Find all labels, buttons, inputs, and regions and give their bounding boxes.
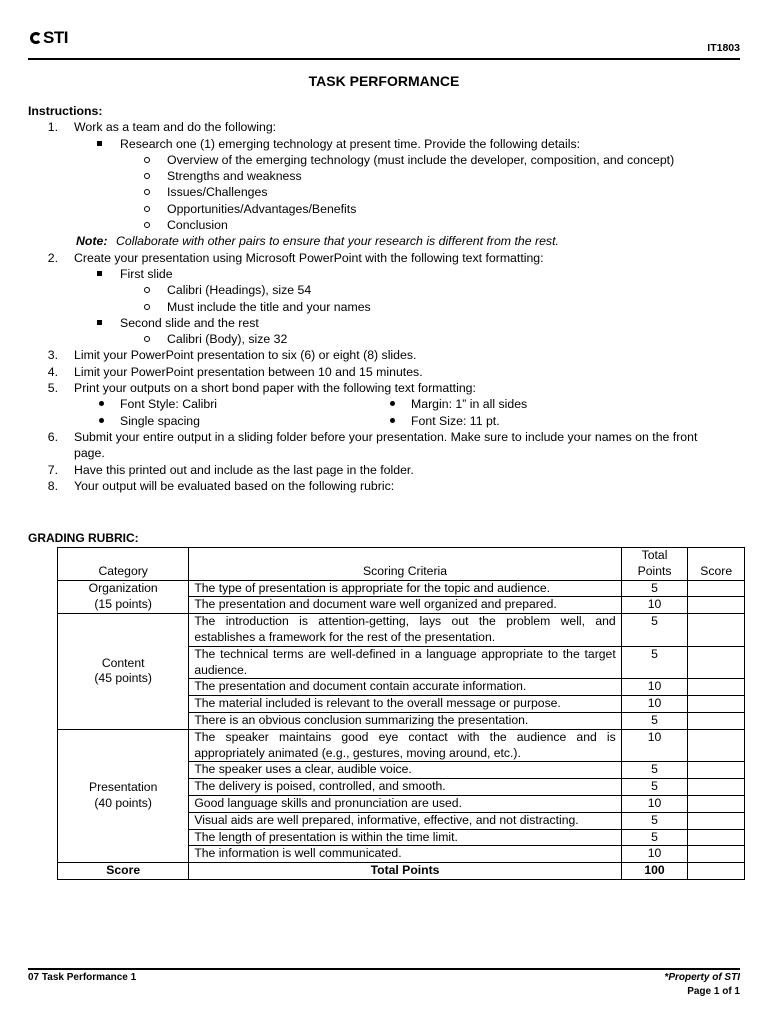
table-row — [58, 614, 745, 647]
points-cell: 10 — [621, 597, 688, 614]
sti-logo — [30, 28, 68, 48]
category-presentation: Presentation (40 points) — [58, 729, 189, 862]
circle-bullet-icon — [144, 189, 150, 195]
list-item: Overview of the emerging technology (must include the developer, composition, and concept) — [28, 152, 748, 168]
col-total-points-header: Total Points — [621, 548, 688, 581]
score-cell[interactable] — [688, 729, 745, 762]
note-line: Note: Collaborate with other pairs to ensure that your research is different from the rest. — [76, 234, 559, 249]
header-rule — [28, 58, 740, 60]
list-item: Conclusion — [28, 217, 748, 233]
points-cell: 5 — [621, 712, 688, 729]
score-cell[interactable] — [688, 846, 745, 863]
list-item: Issues/Challenges — [28, 184, 748, 200]
circle-bullet-icon — [144, 157, 150, 163]
points-cell: 5 — [621, 614, 688, 647]
category-organization: Organization (15 points) — [58, 580, 189, 614]
points-cell: 10 — [621, 696, 688, 713]
instructions-label: Instructions: — [28, 104, 103, 118]
points-cell: 10 — [621, 795, 688, 812]
total-points-label: Total Points — [189, 863, 621, 880]
list-item: Calibri (Headings), size 54 — [28, 282, 748, 298]
score-cell[interactable] — [688, 812, 745, 829]
list-item: 2. Create your presentation using Microsoft PowerPoint with the following text formatting: — [47, 250, 544, 265]
instructions-section — [28, 103, 748, 494]
footer-property: *Property of STI — [664, 972, 740, 983]
points-cell: 5 — [621, 812, 688, 829]
points-cell: 10 — [621, 729, 688, 762]
list-item: 1. Work as a team and do the following: — [47, 120, 277, 135]
list-item: First slide — [28, 266, 748, 282]
score-cell[interactable] — [688, 696, 745, 713]
logo-text: STI — [43, 28, 68, 47]
list-item: 4. Limit your PowerPoint presentation between 10 and 15 minutes. — [47, 364, 423, 379]
list-item: 5. Print your outputs on a short bond paper with the following text formatting: — [47, 381, 476, 396]
criteria-cell: Good language skills and pronunciation are used. — [189, 795, 621, 812]
rubric-heading: GRADING RUBRIC: — [28, 531, 139, 545]
criteria-cell: The material included is relevant to the overall message or purpose. — [189, 696, 621, 713]
list-item: 7. Have this printed out and include as the last page in the folder. — [47, 462, 414, 477]
score-cell[interactable] — [688, 646, 745, 679]
points-cell: 5 — [621, 580, 688, 597]
list-item: Must include the title and your names — [28, 299, 748, 315]
table-header-row — [58, 548, 745, 581]
list-item: 3. Limit your PowerPoint presentation to six (6) or eight (8) slides. — [47, 348, 417, 363]
points-cell: 5 — [621, 829, 688, 846]
category-content: Content (45 points) — [58, 614, 189, 730]
circle-bullet-icon — [144, 304, 150, 310]
criteria-cell: The introduction is attention-getting, lays out the problem well, and establishes a framework for the rest of the presentation. — [189, 614, 621, 647]
col-score-header: Score — [688, 548, 745, 581]
dot-bullet-icon — [99, 401, 104, 406]
criteria-cell: The delivery is poised, controlled, and smooth. — [189, 779, 621, 796]
list-item: 6. Submit your entire output in a sliding folder before your presentation. Make sure to include your names on the front — [47, 429, 698, 444]
points-cell: 5 — [621, 779, 688, 796]
score-cell[interactable] — [688, 829, 745, 846]
score-cell[interactable] — [688, 762, 745, 779]
score-cell[interactable] — [688, 580, 745, 597]
square-bullet-icon — [97, 320, 102, 325]
sti-logo-icon — [30, 32, 42, 44]
circle-bullet-icon — [144, 206, 150, 212]
list-item: page. — [74, 446, 105, 461]
circle-bullet-icon — [144, 336, 150, 342]
dot-bullet-icon — [390, 401, 395, 406]
list-item: Font Style: Calibri Margin: 1” in all sides — [28, 396, 748, 412]
points-cell: 10 — [621, 679, 688, 696]
list-item: Opportunities/Advantages/Benefits — [28, 201, 748, 217]
criteria-cell: Visual aids are well prepared, informative, effective, and not distracting. — [189, 812, 621, 829]
circle-bullet-icon — [144, 287, 150, 293]
score-cell[interactable] — [688, 779, 745, 796]
page-title: TASK PERFORMANCE — [308, 73, 460, 89]
footer-page-number: Page 1 of 1 — [687, 986, 740, 997]
rubric-table — [57, 547, 745, 880]
score-cell[interactable] — [688, 597, 745, 614]
score-cell[interactable] — [688, 679, 745, 696]
criteria-cell: There is an obvious conclusion summarizing the presentation. — [189, 712, 621, 729]
table-total-row — [58, 863, 745, 880]
dot-bullet-icon — [390, 418, 395, 423]
criteria-cell: The speaker uses a clear, audible voice. — [189, 762, 621, 779]
score-cell[interactable] — [688, 614, 745, 647]
score-cell[interactable] — [688, 712, 745, 729]
points-cell: 5 — [621, 646, 688, 679]
criteria-cell: The length of presentation is within the time limit. — [189, 829, 621, 846]
footer-left: 07 Task Performance 1 — [28, 972, 137, 983]
footer-rule — [28, 968, 740, 970]
square-bullet-icon — [97, 141, 102, 146]
circle-bullet-icon — [144, 222, 150, 228]
criteria-cell: The technical terms are well-defined in a language appropriate to the target audience. — [189, 646, 621, 679]
table-row — [58, 580, 745, 597]
score-cell[interactable] — [688, 795, 745, 812]
criteria-cell: The information is well communicated. — [189, 846, 621, 863]
score-label: Score — [58, 863, 189, 880]
col-category-header: Category — [58, 548, 189, 581]
points-cell: 10 — [621, 846, 688, 863]
circle-bullet-icon — [144, 173, 150, 179]
col-criteria-header: Scoring Criteria — [189, 548, 621, 581]
list-item: Second slide and the rest — [28, 315, 748, 331]
list-item: Single spacing Font Size: 11 pt. — [28, 413, 748, 429]
criteria-cell: The presentation and document ware well organized and prepared. — [189, 597, 621, 614]
points-cell: 5 — [621, 762, 688, 779]
list-item: 8. Your output will be evaluated based on the following rubric: — [47, 478, 395, 493]
total-points-value: 100 — [621, 863, 688, 880]
criteria-cell: The type of presentation is appropriate for the topic and audience. — [189, 580, 621, 597]
criteria-cell: The speaker maintains good eye contact with the audience and is appropriately animated (e.g., gestures, moving around, etc.). — [189, 729, 621, 762]
dot-bullet-icon — [99, 418, 104, 423]
total-score-cell[interactable] — [688, 863, 745, 880]
list-item: Strengths and weakness — [28, 168, 748, 184]
list-item: Calibri (Body), size 32 — [28, 331, 748, 347]
criteria-cell: The presentation and document contain accurate information. — [189, 679, 621, 696]
table-row — [58, 729, 745, 762]
square-bullet-icon — [97, 271, 102, 276]
list-item: Research one (1) emerging technology at present time. Provide the following details: — [28, 136, 748, 152]
course-code: IT1803 — [707, 42, 740, 54]
